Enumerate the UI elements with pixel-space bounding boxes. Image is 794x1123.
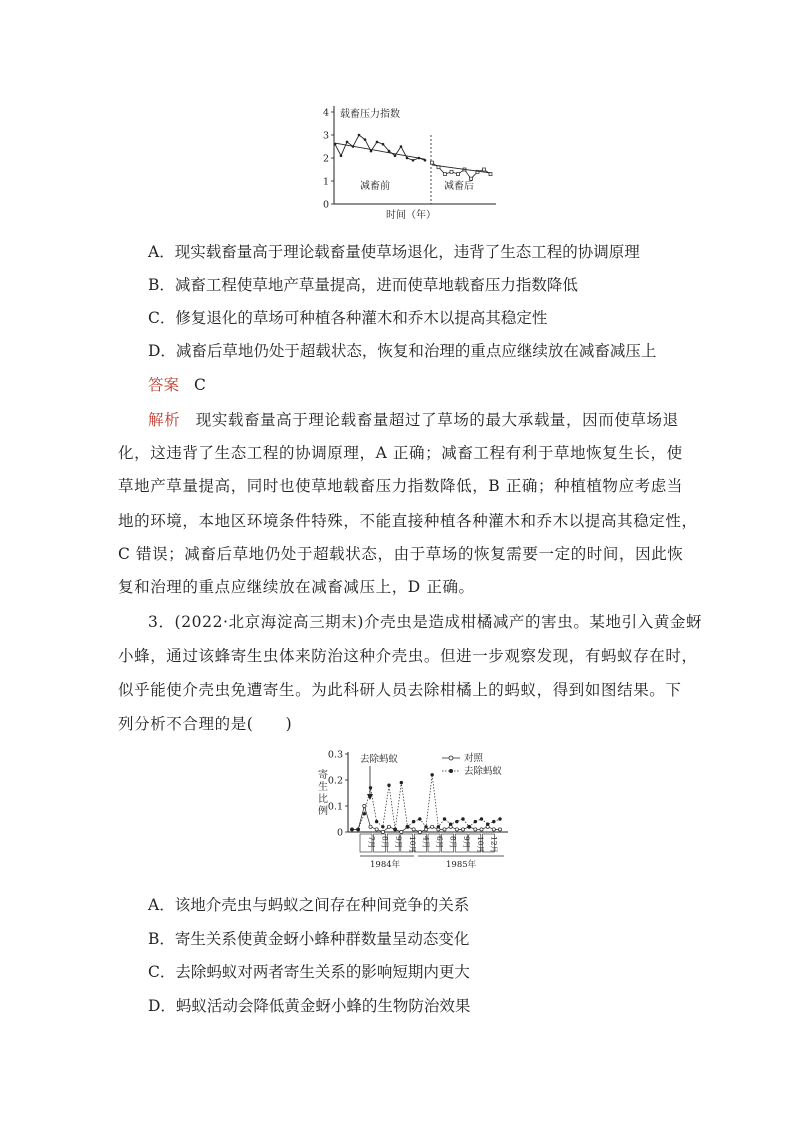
series-removed-point	[474, 820, 477, 823]
series-removed-point	[443, 817, 446, 820]
answer-value: C	[193, 376, 206, 394]
y-axis-label-2: 寄生比例	[318, 770, 328, 817]
series-removed-point	[387, 784, 390, 787]
q3-option-d: D．蚂蚁活动会降低黄金蚜小蜂的生物防治效果	[148, 997, 471, 1015]
series-removed-point	[418, 817, 421, 820]
series-before-point	[364, 138, 367, 141]
series-before-point	[388, 150, 391, 153]
series-control-point	[474, 828, 477, 831]
series-removed-point	[486, 823, 489, 826]
series-removed-point	[375, 820, 378, 823]
series-removed-point	[430, 773, 433, 776]
series-removed-point	[406, 825, 409, 828]
q2-option-a: A．现实载畜量高于理论载畜量使草场退化，违背了生态工程的协调原理	[148, 243, 640, 261]
analysis-line-5: C 错误；减畜后草地仍处于超载状态，由于草场的恢复需要一定的时间，因此恢	[118, 545, 684, 563]
series-control-point	[418, 830, 421, 833]
series-before-point	[346, 141, 349, 144]
q3-option-c: C．去除蚂蚁对两者寄生关系的影响短期内更大	[148, 963, 470, 981]
series-removed-point	[381, 825, 384, 828]
series-removed-line	[352, 775, 500, 830]
series-removed-point	[356, 828, 359, 831]
series-removed-point	[350, 828, 353, 831]
series-before-point	[406, 157, 409, 160]
answer	[148, 375, 206, 395]
y-tick-label: 0	[336, 827, 343, 839]
y-tick-label: 3	[323, 130, 330, 142]
analysis-line-2: 化，这违背了生态工程的协调原理，A 正确；减畜工程有利于草地恢复生长，使	[118, 444, 683, 462]
series-control-point	[480, 828, 483, 831]
series-removed-point	[455, 820, 458, 823]
annotation-remove-ants: 去除蚂蚁	[360, 754, 399, 765]
y-tick-label: 0.3	[327, 749, 343, 761]
series-control-point	[400, 830, 403, 833]
region-before-label: 减畜前	[360, 181, 390, 192]
month-label: 4月	[421, 836, 431, 849]
analysis-line-3: 草地产草量提高，同时也使草地载畜压力指数降低，B 正确；种植植物应考虑当	[118, 477, 683, 495]
month-label: 9月	[394, 836, 404, 849]
analysis-label: 解析	[148, 411, 181, 429]
series-control-point	[369, 825, 372, 828]
q3-stem-3: 似乎能使介壳虫免遭寄生。为此科研人员去除柑橘上的蚂蚁，得到如图结果。下	[118, 681, 682, 699]
series-before-point	[400, 145, 403, 148]
month-label: 7月	[367, 836, 376, 849]
q3-option-a: A．该地介壳虫与蚂蚁之间存在种间竞争的关系	[148, 896, 470, 914]
series-removed-point	[412, 820, 415, 823]
q3-stem-1: 3．(2022·北京海淀高三期末)介壳虫是造成柑橘减产的害虫。某地引入黄金蚜	[148, 613, 703, 631]
series-control-point	[431, 825, 434, 828]
stocking-pressure-chart	[318, 100, 508, 225]
series-removed-point	[467, 825, 470, 828]
series-after-point	[457, 173, 460, 176]
analysis-line-4: 地的环境，本地区环境条件特殊，不能直接种植各种灌木和乔木以提高其稳定性，	[118, 512, 698, 530]
y-tick-label: 4	[323, 107, 330, 119]
month-label: 10月	[475, 836, 485, 854]
region-after-label: 减畜后	[444, 181, 474, 192]
series-control-point	[492, 828, 495, 831]
series-removed-point	[480, 817, 483, 820]
series-control-point	[381, 830, 384, 833]
y-tick-label: 0.1	[327, 801, 343, 813]
q2-option-b: B．减畜工程使草地产草量提高，进而使草地载畜压力指数降低	[148, 276, 578, 294]
series-control-point	[387, 825, 390, 828]
month-label: 10月	[407, 836, 417, 854]
series-control-point	[498, 828, 501, 831]
annotation-arrowhead	[367, 794, 373, 800]
series-removed-point	[437, 825, 440, 828]
legend-control-label: 对照	[464, 753, 484, 764]
series-removed-point	[424, 825, 427, 828]
series-after-point	[431, 161, 434, 164]
series-before-point	[382, 143, 385, 146]
q3-stem-2: 小蜂，通过该蜂寄生虫体来防治这种介壳虫。但进一步观察发现，有蚂蚁存在时，	[118, 647, 698, 665]
x-axis-label: 时间（年）	[386, 210, 436, 221]
series-removed-point	[492, 820, 495, 823]
series-before-point	[376, 141, 379, 144]
series-before-point	[358, 134, 361, 137]
series-control-point	[412, 828, 415, 831]
series-before-point	[370, 150, 373, 153]
series-removed-point	[363, 812, 366, 815]
legend	[442, 752, 503, 777]
y-tick-label: 0	[323, 199, 330, 211]
series-removed-point	[498, 817, 501, 820]
series-removed-point	[393, 828, 396, 831]
y-tick-label: 1	[323, 176, 330, 188]
series-removed-point	[449, 823, 452, 826]
series-removed-point	[400, 781, 403, 784]
answer-label: 答案	[148, 376, 180, 394]
legend-removed-label: 去除蚂蚁	[464, 766, 503, 777]
series-after-point	[470, 177, 473, 180]
parasitism-chart	[308, 746, 518, 874]
series-control-point	[443, 828, 446, 831]
series-before-point	[412, 159, 415, 162]
trend-before	[335, 143, 425, 159]
analysis-line-6: 复和治理的重点应继续放在减畜减压上，D 正确。	[118, 578, 475, 596]
month-label: 6月	[435, 836, 444, 849]
series-before-point	[394, 154, 397, 157]
y-axis-label: 载畜压力指数	[340, 109, 400, 120]
year-label-1985: 1985年	[446, 860, 477, 870]
month-label: 8月	[448, 836, 458, 849]
year-label-1984: 1984年	[370, 860, 401, 870]
series-after-point	[444, 173, 447, 176]
series-after-point	[483, 168, 486, 171]
month-label: 8月	[380, 836, 390, 849]
q2-option-c: C．修复退化的草场可种植各种灌木和乔木以提高其稳定性	[148, 309, 548, 327]
series-removed-point	[461, 817, 464, 820]
y-tick-label: 0.2	[327, 775, 343, 787]
legend-removed-marker	[449, 769, 453, 773]
analysis-line-1	[148, 410, 679, 430]
month-label: 12月	[489, 836, 499, 854]
analysis-text-1: 现实载畜量高于理论载畜量超过了草场的最大承载量，因而使草场退	[195, 411, 679, 429]
series-after-point	[450, 170, 453, 173]
series-after-line	[432, 163, 491, 179]
q3-option-b: B．寄生关系使黄金蚜小蜂种群数量呈动态变化	[148, 930, 470, 948]
legend-control-marker	[449, 756, 453, 760]
series-removed-point	[369, 786, 372, 789]
series-control-point	[375, 828, 378, 831]
q2-option-d: D．减畜后草地仍处于超载状态，恢复和治理的重点应继续放在减畜减压上	[148, 342, 657, 360]
series-before-point	[340, 154, 343, 157]
y-tick-label: 2	[323, 153, 330, 165]
series-control-point	[455, 828, 458, 831]
series-control-point	[461, 828, 464, 831]
month-label: 9月	[462, 836, 472, 849]
series-control-point	[363, 804, 366, 807]
q3-stem-4: 列分析不合理的是( )	[118, 715, 293, 733]
